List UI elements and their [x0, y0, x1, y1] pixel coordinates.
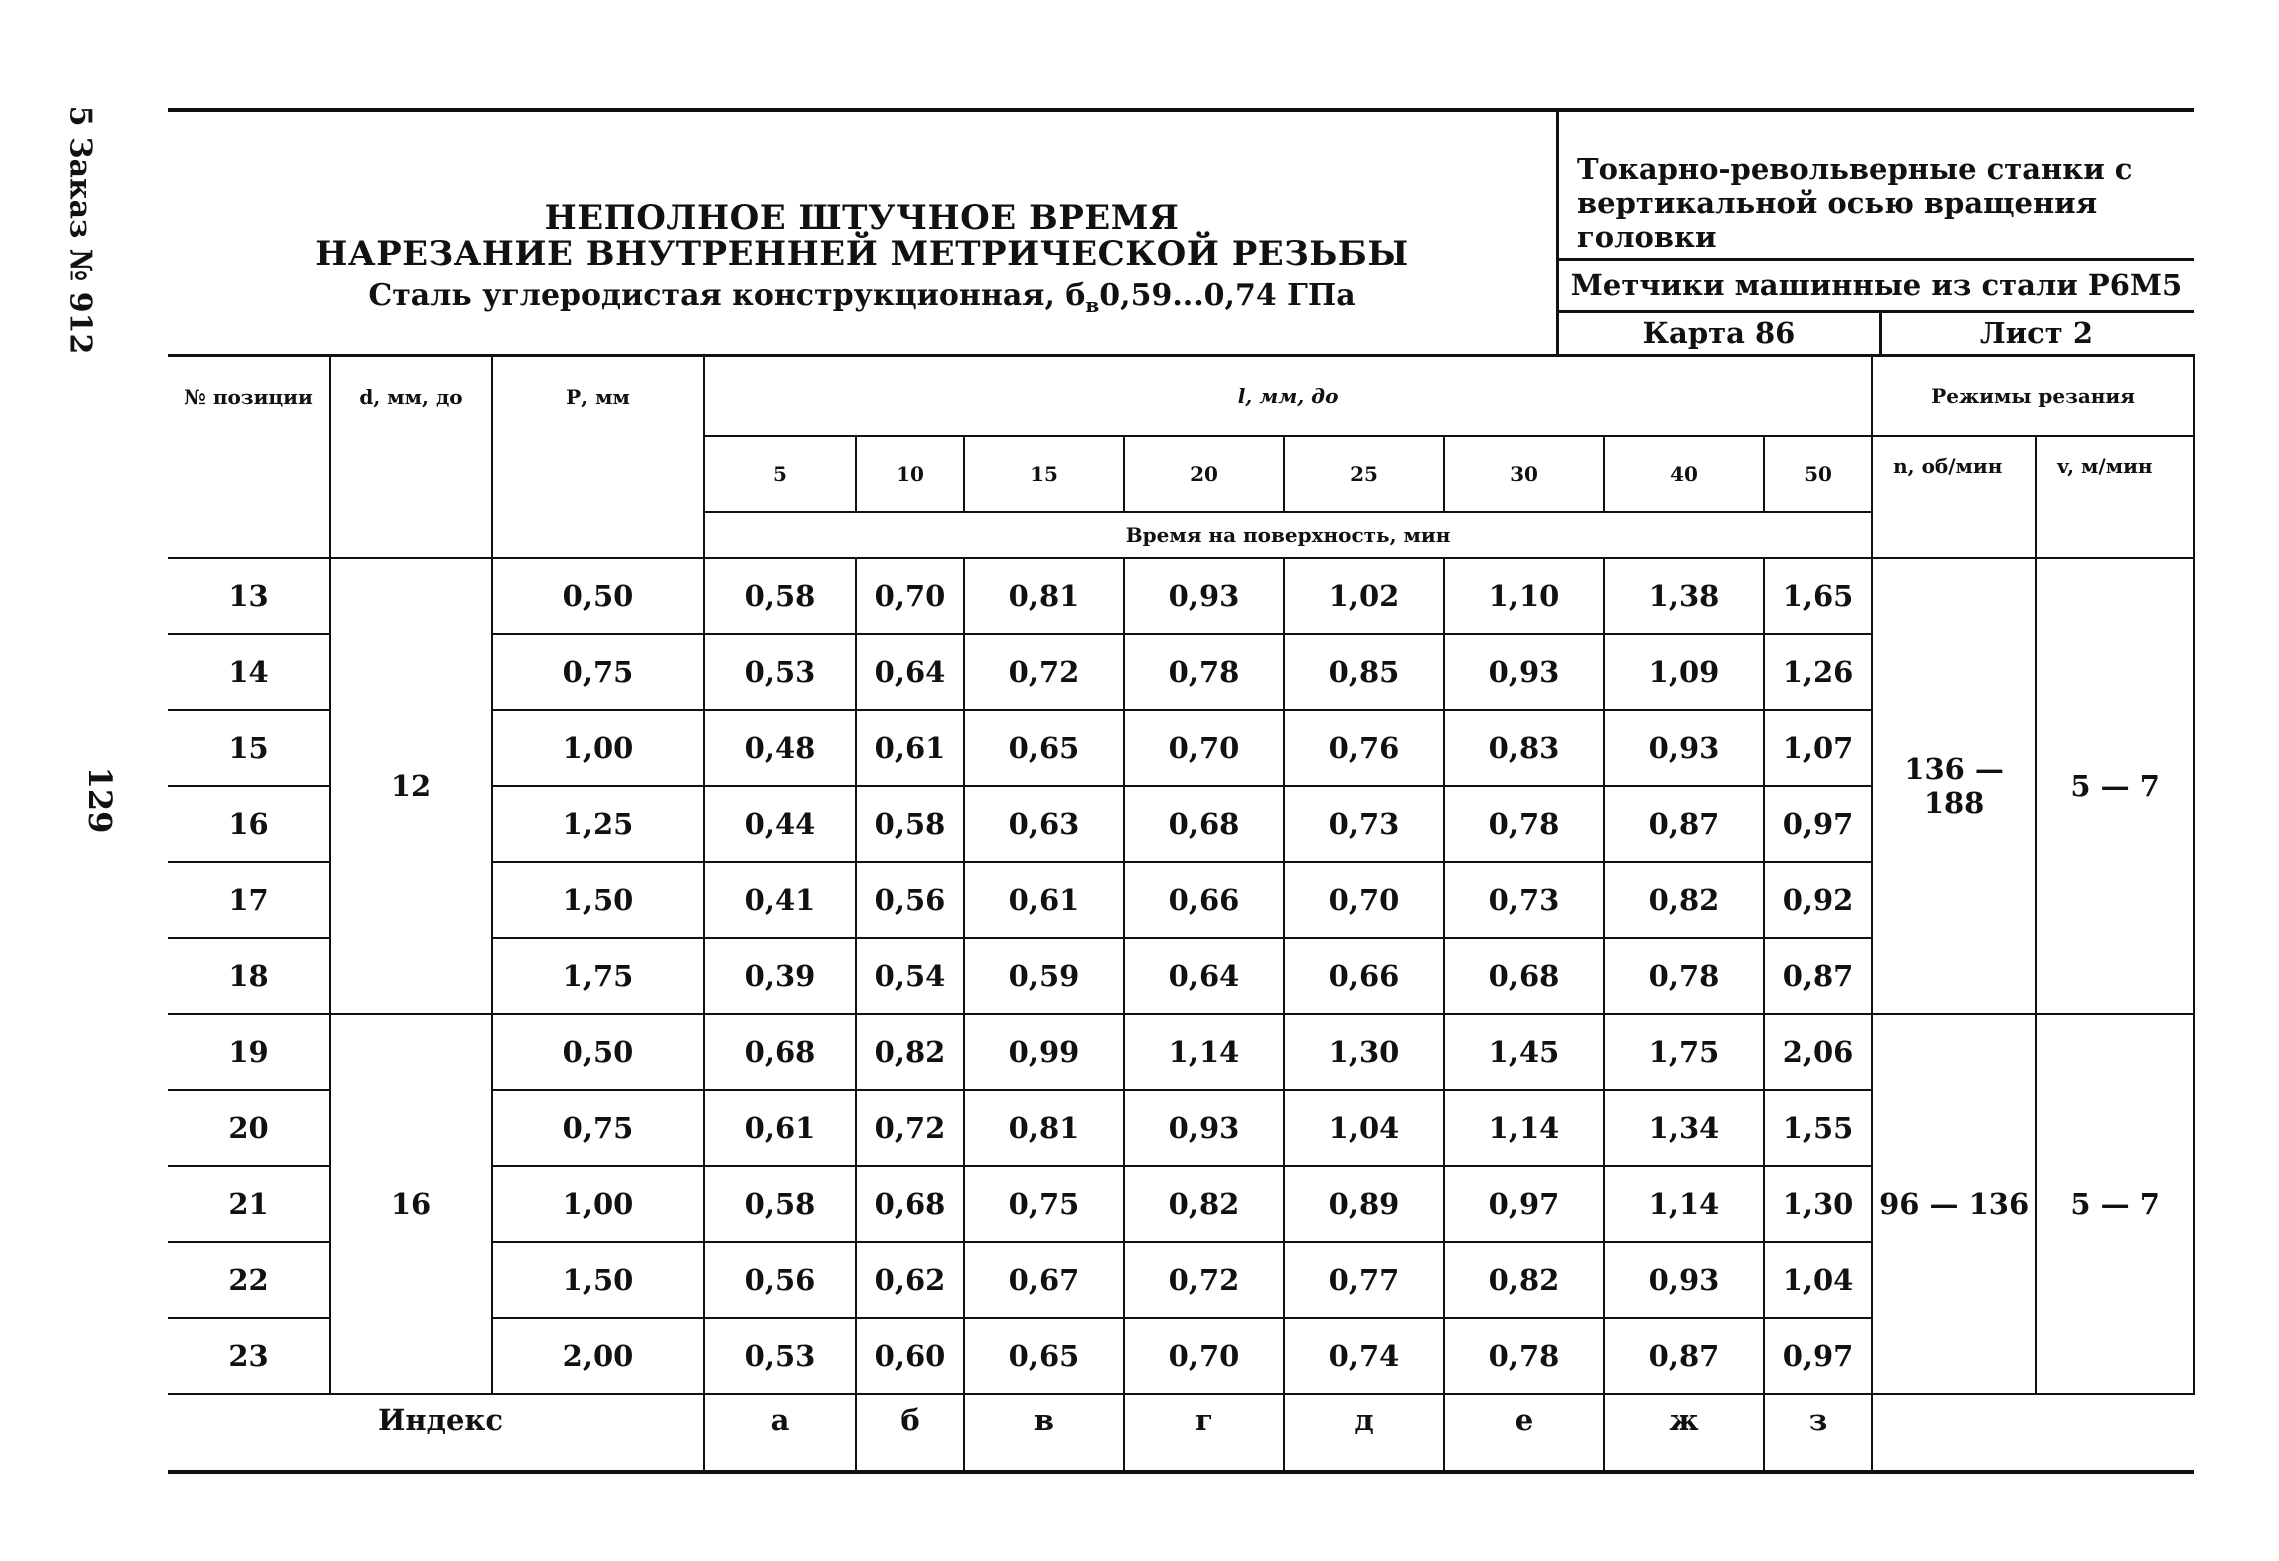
- length-header: 30: [1444, 436, 1604, 512]
- time-value-cell: 0,89: [1284, 1166, 1444, 1242]
- time-value-cell: 0,70: [856, 558, 964, 634]
- index-letter-cell: д: [1284, 1394, 1444, 1472]
- length-header: 25: [1284, 436, 1444, 512]
- col-header-p: Р, мм: [492, 356, 704, 558]
- position-cell: 21: [168, 1166, 330, 1242]
- time-value-cell: 0,64: [1124, 938, 1284, 1014]
- index-letter-cell: г: [1124, 1394, 1284, 1472]
- time-value-cell: 1,14: [1604, 1166, 1764, 1242]
- time-value-cell: 0,75: [964, 1166, 1124, 1242]
- time-value-cell: 0,77: [1284, 1242, 1444, 1318]
- index-letter-cell: а: [704, 1394, 856, 1472]
- pitch-cell: 2,00: [492, 1318, 704, 1394]
- time-value-cell: 1,26: [1764, 634, 1872, 710]
- position-cell: 14: [168, 634, 330, 710]
- time-value-cell: 0,78: [1604, 938, 1764, 1014]
- time-value-cell: 1,04: [1284, 1090, 1444, 1166]
- time-value-cell: 0,65: [964, 710, 1124, 786]
- speed-n-cell: 96 — 136: [1872, 1014, 2036, 1394]
- time-value-cell: 0,54: [856, 938, 964, 1014]
- length-header: 40: [1604, 436, 1764, 512]
- time-value-cell: 0,64: [856, 634, 964, 710]
- time-value-cell: 0,68: [1124, 786, 1284, 862]
- time-value-cell: 0,93: [1444, 634, 1604, 710]
- time-value-cell: 0,87: [1604, 786, 1764, 862]
- time-value-cell: 0,60: [856, 1318, 964, 1394]
- time-value-cell: 0,53: [704, 1318, 856, 1394]
- speed-v-cell: 5 — 7: [2036, 1014, 2194, 1394]
- pitch-cell: 1,00: [492, 1166, 704, 1242]
- time-value-cell: 0,68: [856, 1166, 964, 1242]
- time-value-cell: 0,70: [1124, 710, 1284, 786]
- time-value-cell: 1,10: [1444, 558, 1604, 634]
- title-line-1: НЕПОЛНОЕ ШТУЧНОЕ ВРЕМЯ: [544, 198, 1180, 238]
- divider: [1559, 310, 2194, 313]
- time-value-cell: 0,62: [856, 1242, 964, 1318]
- title-line-2: НАРЕЗАНИЕ ВНУТРЕННЕЙ МЕТРИЧЕСКОЙ РЕЗЬБЫ: [315, 234, 1409, 274]
- time-value-cell: 0,63: [964, 786, 1124, 862]
- time-value-cell: 0,59: [964, 938, 1124, 1014]
- title-block: [168, 112, 1556, 354]
- time-value-cell: 0,81: [964, 558, 1124, 634]
- position-cell: 23: [168, 1318, 330, 1394]
- time-value-cell: 0,58: [704, 1166, 856, 1242]
- position-cell: 19: [168, 1014, 330, 1090]
- position-cell: 17: [168, 862, 330, 938]
- time-value-cell: 0,66: [1284, 938, 1444, 1014]
- time-value-cell: 0,44: [704, 786, 856, 862]
- time-value-cell: 0,87: [1604, 1318, 1764, 1394]
- time-value-cell: 0,70: [1284, 862, 1444, 938]
- pitch-cell: 1,75: [492, 938, 704, 1014]
- time-value-cell: 0,97: [1764, 786, 1872, 862]
- speed-n-cell: 136 — 188: [1872, 558, 2036, 1014]
- time-value-cell: 1,07: [1764, 710, 1872, 786]
- pitch-cell: 0,75: [492, 1090, 704, 1166]
- col-header-v: v, м/мин: [2036, 436, 2194, 558]
- time-value-cell: 1,55: [1764, 1090, 1872, 1166]
- time-value-cell: 0,87: [1764, 938, 1872, 1014]
- position-cell: 22: [168, 1242, 330, 1318]
- pitch-cell: 0,75: [492, 634, 704, 710]
- time-table: [168, 354, 2195, 1474]
- length-header: 5: [704, 436, 856, 512]
- col-header-position: № позиции: [168, 356, 330, 558]
- time-value-cell: 0,99: [964, 1014, 1124, 1090]
- diameter-cell: 12: [330, 558, 492, 1014]
- length-header: 15: [964, 436, 1124, 512]
- time-value-cell: 0,82: [1444, 1242, 1604, 1318]
- info-block: [1556, 112, 2194, 354]
- time-value-cell: 1,75: [1604, 1014, 1764, 1090]
- pitch-cell: 0,50: [492, 558, 704, 634]
- time-value-cell: 0,72: [1124, 1242, 1284, 1318]
- time-value-cell: 0,65: [964, 1318, 1124, 1394]
- time-value-cell: 1,65: [1764, 558, 1872, 634]
- time-value-cell: 0,78: [1444, 1318, 1604, 1394]
- index-letter-cell: в: [964, 1394, 1124, 1472]
- time-value-cell: 0,93: [1604, 1242, 1764, 1318]
- time-value-cell: 1,38: [1604, 558, 1764, 634]
- diameter-cell: 16: [330, 1014, 492, 1394]
- time-value-cell: 0,93: [1124, 1090, 1284, 1166]
- col-header-n: n, об/мин: [1872, 436, 2036, 558]
- pitch-cell: 1,50: [492, 1242, 704, 1318]
- pitch-cell: 0,50: [492, 1014, 704, 1090]
- col-header-length: l, мм, до: [704, 356, 1872, 436]
- material-line: [168, 278, 1556, 317]
- time-value-cell: 0,92: [1764, 862, 1872, 938]
- time-value-cell: 0,41: [704, 862, 856, 938]
- position-cell: 13: [168, 558, 330, 634]
- length-header: 20: [1124, 436, 1284, 512]
- index-letter-cell: ж: [1604, 1394, 1764, 1472]
- card-header: [168, 108, 2194, 354]
- time-value-cell: 0,61: [856, 710, 964, 786]
- material-subscript: в: [1085, 293, 1100, 317]
- tool-type: Метчики машинные из стали Р6М5: [1570, 268, 2183, 302]
- time-value-cell: 0,97: [1764, 1318, 1872, 1394]
- length-header: 50: [1764, 436, 1872, 512]
- time-value-cell: 0,78: [1124, 634, 1284, 710]
- time-value-cell: 0,58: [704, 558, 856, 634]
- divider: [1559, 258, 2194, 261]
- time-value-cell: 0,76: [1284, 710, 1444, 786]
- time-value-cell: 0,73: [1444, 862, 1604, 938]
- index-empty-cell: [1872, 1394, 2194, 1472]
- time-value-cell: 0,72: [856, 1090, 964, 1166]
- machine-type: Токарно-револьверные станки с вертикальной осью вращения головки: [1577, 152, 2133, 254]
- index-letter-cell: б: [856, 1394, 964, 1472]
- index-row: [168, 1394, 2194, 1472]
- time-value-cell: 2,06: [1764, 1014, 1872, 1090]
- time-value-cell: 0,56: [704, 1242, 856, 1318]
- time-value-cell: 0,93: [1604, 710, 1764, 786]
- time-value-cell: 1,04: [1764, 1242, 1872, 1318]
- time-value-cell: 0,56: [856, 862, 964, 938]
- length-header: 10: [856, 436, 964, 512]
- time-value-cell: 0,74: [1284, 1318, 1444, 1394]
- speed-v-cell: 5 — 7: [2036, 558, 2194, 1014]
- time-value-cell: 0,82: [1124, 1166, 1284, 1242]
- time-value-cell: 0,39: [704, 938, 856, 1014]
- pitch-cell: 1,50: [492, 862, 704, 938]
- time-value-cell: 1,30: [1764, 1166, 1872, 1242]
- position-cell: 18: [168, 938, 330, 1014]
- time-value-cell: 0,48: [704, 710, 856, 786]
- sheet-number: Лист 2: [1979, 316, 2094, 350]
- time-value-cell: 1,45: [1444, 1014, 1604, 1090]
- time-value-cell: 0,72: [964, 634, 1124, 710]
- col-header-d: d, мм, до: [330, 356, 492, 558]
- page-number: [60, 760, 140, 840]
- order-label: [40, 105, 120, 355]
- material-prefix: Сталь углеродистая конструкционная, б: [368, 278, 1086, 313]
- table-row: [168, 1014, 2194, 1090]
- time-value-cell: 0,97: [1444, 1166, 1604, 1242]
- card-sheet: [168, 108, 2194, 1488]
- time-value-cell: 0,68: [1444, 938, 1604, 1014]
- position-cell: 16: [168, 786, 330, 862]
- index-letter-cell: е: [1444, 1394, 1604, 1472]
- pitch-cell: 1,25: [492, 786, 704, 862]
- time-value-cell: 1,02: [1284, 558, 1444, 634]
- time-value-cell: 0,58: [856, 786, 964, 862]
- material-suffix: 0,59...0,74 ГПа: [1099, 278, 1356, 313]
- time-value-cell: 1,30: [1284, 1014, 1444, 1090]
- time-value-cell: 0,93: [1124, 558, 1284, 634]
- card-number: Карта 86: [1642, 316, 1796, 350]
- time-value-cell: 0,67: [964, 1242, 1124, 1318]
- time-value-cell: 0,78: [1444, 786, 1604, 862]
- position-cell: 20: [168, 1090, 330, 1166]
- index-label: Индекс: [168, 1394, 704, 1472]
- time-value-cell: 1,09: [1604, 634, 1764, 710]
- index-letter-cell: з: [1764, 1394, 1872, 1472]
- time-value-cell: 0,70: [1124, 1318, 1284, 1394]
- time-value-cell: 0,53: [704, 634, 856, 710]
- pitch-cell: 1,00: [492, 710, 704, 786]
- col-header-modes: Режимы резания: [1872, 356, 2194, 436]
- time-value-cell: 0,61: [964, 862, 1124, 938]
- table-row: [168, 558, 2194, 634]
- time-value-cell: 1,14: [1124, 1014, 1284, 1090]
- order-label-text: 5 Заказ № 912: [62, 105, 98, 355]
- time-value-cell: 0,73: [1284, 786, 1444, 862]
- time-value-cell: 0,85: [1284, 634, 1444, 710]
- time-value-cell: 0,81: [964, 1090, 1124, 1166]
- time-value-cell: 0,83: [1444, 710, 1604, 786]
- time-value-cell: 1,14: [1444, 1090, 1604, 1166]
- page-number-text: 129: [81, 766, 119, 834]
- time-value-cell: 1,34: [1604, 1090, 1764, 1166]
- time-value-cell: 0,68: [704, 1014, 856, 1090]
- time-value-cell: 0,66: [1124, 862, 1284, 938]
- time-value-cell: 0,61: [704, 1090, 856, 1166]
- position-cell: 15: [168, 710, 330, 786]
- time-value-cell: 0,82: [856, 1014, 964, 1090]
- time-value-cell: 0,82: [1604, 862, 1764, 938]
- time-label: Время на поверхность, мин: [704, 512, 1872, 558]
